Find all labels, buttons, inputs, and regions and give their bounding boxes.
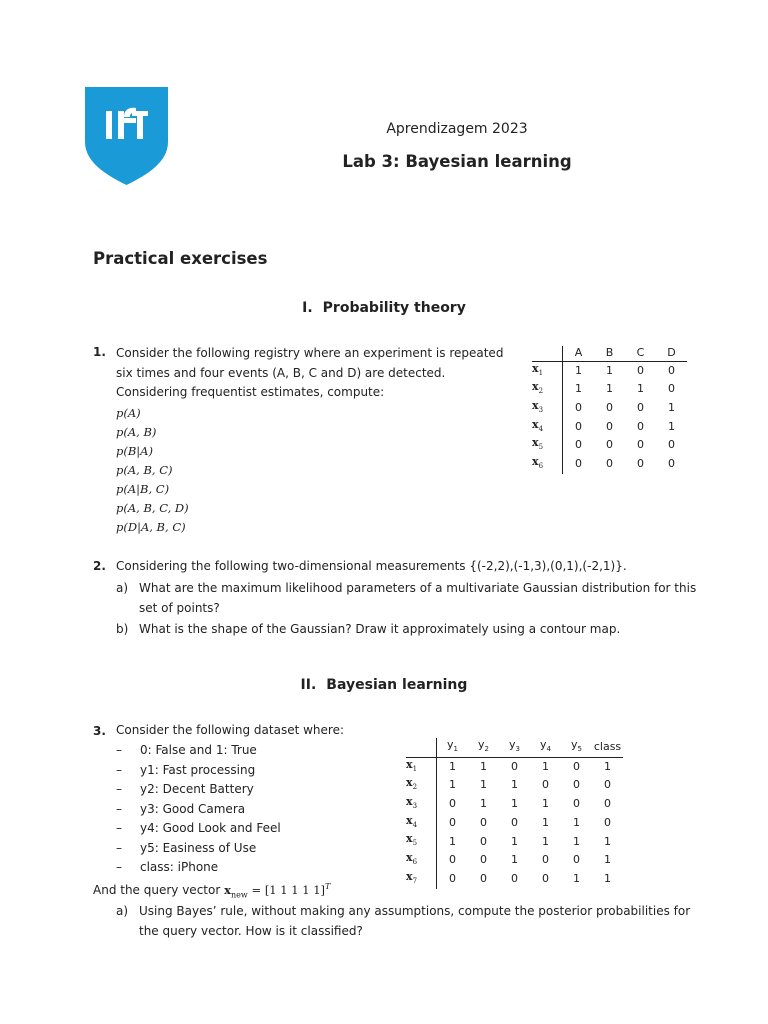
table-cell: 0 [480, 853, 487, 867]
table-cell: 1 [542, 834, 549, 848]
bullet-text: y3: Good Camera [140, 801, 246, 816]
row-label-x: x [532, 417, 539, 431]
bullet-text: y4: Good Look and Feel [140, 821, 281, 835]
column-header: A [563, 346, 595, 361]
section-1-title: Probability theory [322, 300, 466, 316]
table-cell: 0 [604, 778, 611, 792]
q3-a-line: Using Bayes’ rule, without making any assumptions, compute the posterior probabilities for [139, 904, 691, 918]
table-cell: 1 [668, 419, 675, 433]
row-label-x: x [532, 380, 539, 394]
table-cell: 0 [637, 419, 644, 433]
list-item [116, 819, 281, 839]
q1-table [532, 346, 687, 474]
table-cell: 0 [511, 815, 518, 829]
table-cell: 1 [604, 759, 611, 773]
column-header-text: y [540, 738, 547, 751]
table-cell: 0 [449, 853, 456, 867]
table-row [532, 418, 687, 437]
column-header [499, 738, 530, 757]
table-cell: 1 [511, 797, 518, 811]
row-label [406, 832, 437, 851]
q1-text [116, 344, 516, 403]
column-header-sub: 4 [546, 745, 551, 754]
formula: p(B|A) [116, 444, 153, 458]
q3-a-text [139, 902, 739, 941]
q3-a-label: a) [116, 904, 129, 918]
table-cell: 1 [637, 382, 644, 396]
row-label-x: x [532, 361, 539, 375]
column-header [530, 738, 561, 757]
list-item [116, 780, 281, 800]
q1-line: Consider the following registry where an experiment is repeated [116, 346, 504, 360]
table-row [532, 380, 687, 399]
table-row [406, 795, 623, 814]
row-label-sub: 4 [412, 820, 418, 829]
row-label-x: x [532, 398, 539, 412]
row-label-sub: 2 [538, 387, 544, 396]
table-cell: 0 [668, 382, 675, 396]
query-vector-x: x [224, 883, 231, 897]
column-header-sub: 3 [515, 745, 520, 754]
row-label-sub: 6 [412, 858, 418, 867]
row-label-sub: 7 [412, 877, 418, 885]
table-cell: 0 [511, 871, 518, 885]
table-row [532, 361, 687, 380]
table-cell: 1 [573, 834, 580, 848]
table-cell: 0 [542, 871, 549, 885]
row-label-x: x [532, 436, 539, 450]
table-cell: 0 [573, 759, 580, 773]
table-row [532, 436, 687, 455]
formula: p(A, B, C) [116, 463, 173, 477]
table-cell: 0 [606, 438, 613, 452]
section-2-number: II. [300, 677, 317, 693]
q1-formulas [116, 404, 189, 537]
column-header-text: y [447, 738, 454, 751]
q3-number: 3. [93, 724, 106, 738]
bullet-dash: – [116, 762, 122, 777]
table-header-row [532, 346, 687, 361]
q1-line: Considering frequentist estimates, compute: [116, 385, 385, 399]
formula: p(A) [116, 406, 141, 420]
q3-a-line: the query vector. How is it classified? [139, 923, 363, 938]
row-label-sub: 6 [538, 462, 544, 471]
table-cell: 1 [449, 759, 456, 773]
column-header-text: y [509, 738, 516, 751]
column-header [592, 738, 623, 757]
table-cell: 0 [573, 778, 580, 792]
q2-b-label: b) [116, 622, 129, 636]
table-cell: 1 [573, 871, 580, 885]
q3-text: Consider the following dataset where: [116, 723, 345, 737]
table-header-row [406, 738, 623, 757]
practical-heading: Practical exercises [93, 249, 268, 268]
row-label-sub: 3 [538, 406, 544, 415]
column-header: D [656, 346, 687, 361]
list-item [116, 839, 281, 859]
table-cell: 1 [604, 871, 611, 885]
row-label [406, 795, 437, 814]
table-cell: 1 [449, 834, 456, 848]
list-item [116, 741, 281, 761]
course-name: Aprendizagem 2023 [386, 121, 528, 137]
table-cell: 1 [511, 853, 518, 867]
table-cell: 0 [575, 400, 582, 414]
q2-a-line: What are the maximum likelihood parameters of a multivariate Gaussian distribution for this [139, 581, 697, 595]
column-header [468, 738, 499, 757]
table-row [406, 832, 623, 851]
q3-query [93, 877, 330, 905]
column-header [437, 738, 469, 757]
table-cell: 0 [604, 815, 611, 829]
table-row [406, 776, 623, 795]
row-label-sub: 5 [412, 839, 418, 848]
column-header-text: y [571, 738, 578, 751]
bullet-text: y1: Fast processing [140, 762, 256, 777]
table-cell: 0 [542, 853, 549, 867]
row-label [406, 814, 437, 833]
bullet-dash: – [116, 821, 122, 835]
table-cell: 1 [480, 759, 487, 773]
list-item [116, 761, 281, 781]
table-cell: 0 [606, 419, 613, 433]
bullet-text: y5: Easiness of Use [140, 840, 257, 855]
row-label [406, 757, 437, 776]
row-label-sub: 1 [412, 764, 418, 773]
row-label-x: x [406, 869, 413, 883]
q2-a-text [139, 579, 739, 618]
row-label-x: x [406, 851, 413, 865]
q2-b-text: What is the shape of the Gaussian? Draw it approximately using a contour map. [139, 622, 621, 636]
bullet-dash: – [116, 840, 122, 855]
column-header-text: class [593, 740, 622, 754]
table-row [406, 757, 623, 776]
row-label-sub: 2 [412, 783, 418, 792]
row-label [406, 851, 437, 870]
table-cell: 1 [511, 834, 518, 848]
table-cell: 1 [542, 759, 549, 773]
table-cell: 0 [573, 853, 580, 867]
table-cell: 0 [668, 438, 675, 452]
table-cell: 0 [637, 457, 644, 471]
section-1-heading [0, 300, 768, 316]
column-header: B [594, 346, 625, 361]
section-1-number: I. [302, 300, 313, 316]
table-cell: 1 [668, 400, 675, 414]
table-cell: 1 [604, 853, 611, 867]
table-cell: 0 [511, 759, 518, 773]
row-label-x: x [406, 832, 413, 846]
row-label-sub: 1 [538, 368, 544, 377]
table-cell: 0 [606, 457, 613, 471]
table-cell: 1 [542, 797, 549, 811]
column-header-text: y [478, 738, 485, 751]
q1-line: six times and four events (A, B, C and D) are detected. [116, 365, 446, 380]
table-cell: 0 [449, 797, 456, 811]
table-cell: 0 [480, 834, 487, 848]
bullet-text: class: iPhone [140, 860, 219, 874]
table-cell: 1 [542, 815, 549, 829]
table-cell: 0 [480, 815, 487, 829]
table-cell: 0 [573, 797, 580, 811]
table-cell: 0 [668, 363, 675, 377]
table-cell: 0 [637, 400, 644, 414]
table-row [406, 870, 623, 889]
column-header: C [625, 346, 656, 361]
row-label [406, 776, 437, 795]
table-cell: 1 [604, 834, 611, 848]
table-cell: 0 [637, 438, 644, 452]
section-2-title: Bayesian learning [326, 677, 468, 693]
table-cell: 0 [604, 797, 611, 811]
q2-number: 2. [93, 559, 106, 573]
table-cell: 0 [637, 363, 644, 377]
table-cell: 1 [575, 363, 582, 377]
table-cell: 1 [606, 363, 613, 377]
row-label-x: x [406, 813, 413, 827]
section-2-heading [0, 677, 768, 693]
table-cell: 0 [449, 871, 456, 885]
row-label [532, 436, 563, 455]
q2-text: Considering the following two-dimensional measurements {(-2,2),(-1,3),(0,1),(-2,1)}. [116, 559, 627, 573]
formula: p(A|B, C) [116, 482, 170, 496]
row-label-sub: 3 [412, 802, 418, 811]
table-cell: 1 [449, 778, 456, 792]
table-cell: 1 [606, 382, 613, 396]
q1-number: 1. [93, 345, 106, 359]
query-prefix: And the query vector [93, 883, 221, 897]
row-label-x: x [406, 757, 413, 771]
column-header [561, 738, 592, 757]
row-label [532, 380, 563, 399]
q2-a-line: set of points? [139, 600, 220, 615]
column-header-sub: 5 [577, 745, 582, 754]
bullet-dash: – [116, 801, 122, 816]
q2-a-label: a) [116, 581, 129, 595]
bullet-text: y2: Decent Battery [140, 782, 254, 796]
lab-title: Lab 3: Bayesian learning [342, 152, 572, 171]
formula: p(A, B) [116, 425, 157, 439]
table-cell: 1 [480, 778, 487, 792]
table-cell: 1 [575, 382, 582, 396]
row-label-x: x [406, 795, 413, 809]
query-vector-sup: T [325, 882, 331, 891]
column-header-sub: 1 [453, 745, 458, 754]
query-vector-sub: new [230, 890, 248, 900]
table-cell: 1 [480, 797, 487, 811]
table-cell: 0 [668, 457, 675, 471]
table-cell: 1 [511, 778, 518, 792]
row-label-sub: 4 [538, 424, 544, 433]
table-cell: 0 [449, 815, 456, 829]
row-label-x: x [532, 454, 539, 468]
row-label [406, 870, 437, 889]
bullet-dash: – [116, 743, 122, 757]
bullet-text: 0: False and 1: True [140, 743, 257, 757]
table-row [532, 455, 687, 474]
formula: p(A, B, C, D) [116, 501, 189, 515]
table-cell: 0 [606, 400, 613, 414]
list-item [116, 858, 281, 878]
row-label-sub: 5 [538, 443, 544, 452]
table-cell: 0 [575, 438, 582, 452]
q3-table [406, 738, 623, 889]
row-label-x: x [406, 776, 413, 790]
table-row [532, 399, 687, 418]
row-label [532, 418, 563, 437]
query-vector-eq: = [1 1 1 1 1] [251, 883, 326, 897]
bullet-dash: – [116, 782, 122, 796]
table-row [406, 851, 623, 870]
table-cell: 0 [542, 778, 549, 792]
row-label [532, 361, 563, 380]
q3-bullet-list [116, 741, 281, 878]
table-cell: 0 [480, 871, 487, 885]
table-cell: 1 [573, 815, 580, 829]
list-item [116, 800, 281, 820]
row-label [532, 455, 563, 474]
table-row [406, 814, 623, 833]
table-cell: 0 [575, 457, 582, 471]
row-label [532, 399, 563, 418]
table-cell: 0 [575, 419, 582, 433]
bullet-dash: – [116, 860, 122, 874]
formula: p(D|A, B, C) [116, 520, 186, 534]
column-header-sub: 2 [484, 745, 489, 754]
